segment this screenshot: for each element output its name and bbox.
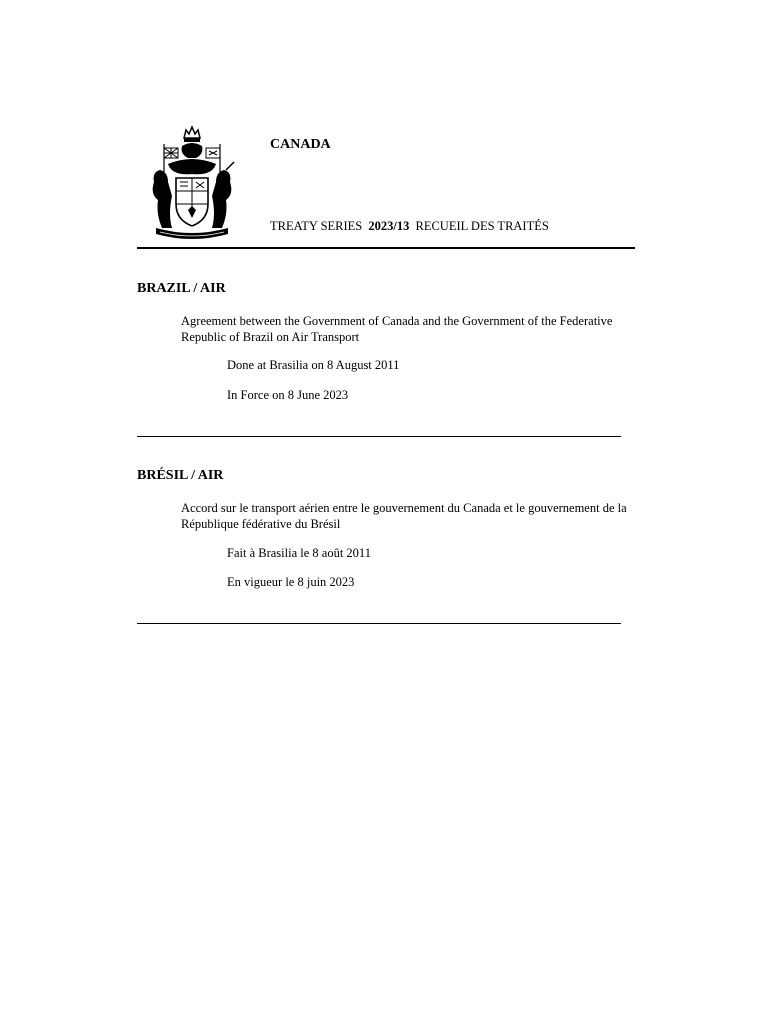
french-in-force: En vigueur le 8 juin 2023 [227,575,355,589]
french-done-at: Fait à Brasilia le 8 août 2011 [227,546,371,560]
series-label-en: TREATY SERIES [270,219,363,233]
french-agreement-text: Accord sur le transport aérien entre le gouvernement du Canada et le gouvernement de la République fédérative du Brésil [181,501,627,531]
header-rule [137,247,635,249]
french-section-title: BRÉSIL / AIR [137,468,224,483]
section-divider [137,436,621,437]
english-done-at: Done at Brasilia on 8 August 2011 [227,358,400,372]
section-divider [137,623,621,624]
english-agreement-text: Agreement between the Government of Canada and the Government of the Federative Republic of Brazil on Air Transport [181,314,613,344]
english-section-title: BRAZIL / AIR [137,281,226,296]
coat-of-arms-emblem [146,124,238,244]
english-in-force: In Force on 8 June 2023 [227,388,349,402]
country-title: CANADA [270,137,331,152]
series-label-fr: RECUEIL DES TRAITÉS [415,219,549,233]
series-number: 2023/13 [368,219,410,233]
treaty-series-line [270,219,549,234]
